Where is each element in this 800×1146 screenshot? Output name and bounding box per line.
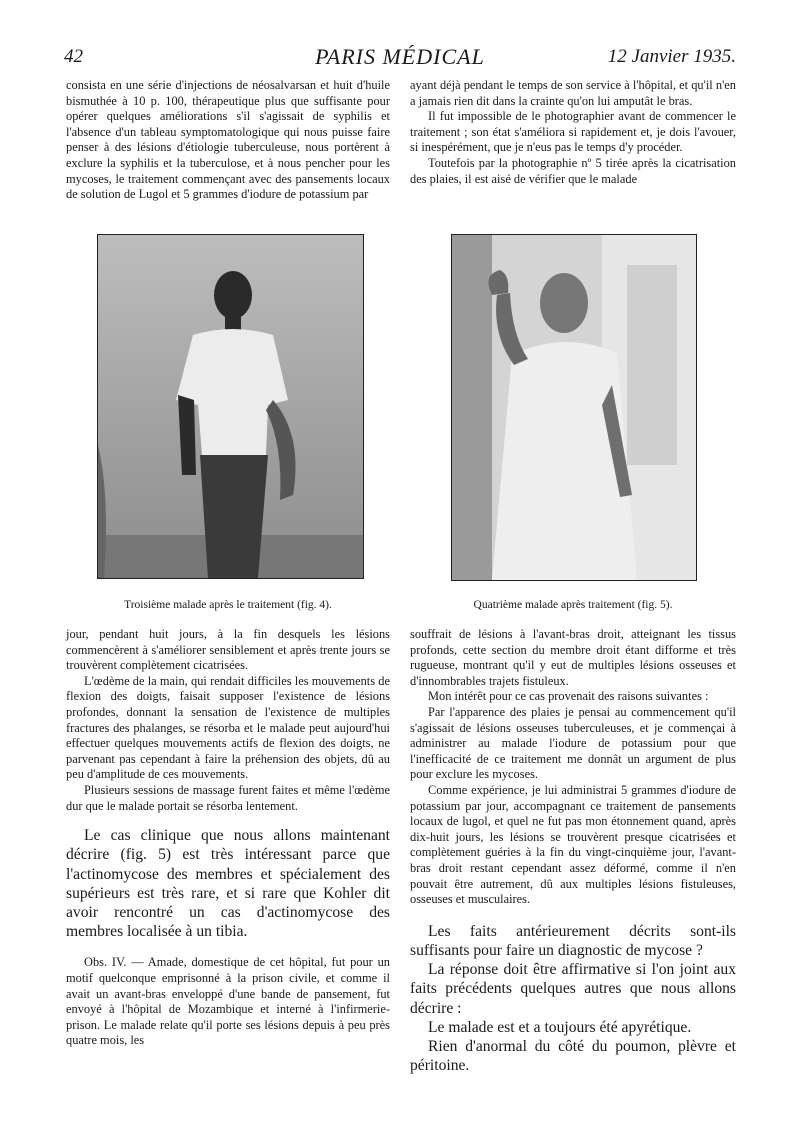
paragraph: Rien d'anormal du côté du poumon, plèvre et péritoine. — [410, 1037, 736, 1075]
page-header — [64, 44, 736, 72]
journal-title: PARIS MÉDICAL — [315, 44, 485, 69]
paragraph: consista en une série d'injections de néosalvarsan et huit d'huile bismuthée à 10 p. 100, thérapeutique plus que suffisante pour opérer quelques améliorations s'il s'agissait de syphilis et l'absence d'un tableau symptomatologique qui nous puisse faire penser à des lésions d'étiologie tuberculeuse, nous portèrent à exclure la syphilis et la tuberculose, et à nous pencher pour les mycoses, le traitement commençant avec des pansements locaux de solution de Lugol et 5 grammes d'iodure de potassium par — [66, 78, 390, 202]
page-number: 42 — [64, 46, 83, 67]
paragraph: Comme expérience, je lui administrai 5 grammes d'iodure de potassium par jour, accompagnant ce traitement de pansements locaux de lugol, et quel ne fut pas mon étonnement quand, après dix-huit jours, les lésions se trouvèrent presque cicatrisées et complètement guéries à la fin du vingt-cinquième jour, l'avant-bras droit restant cependant assez déformé, comme il n'en pouvait être autrement, dû aux multiples lésions fistuleuses, osseuses et musculaires. — [410, 782, 736, 907]
left-top-text — [66, 78, 390, 203]
paragraph: souffrait de lésions à l'avant-bras droit, atteignant les tissus profonds, cette section du membre droit étant difforme et très rugueuse, montrant qu'il y eut de multiples lésions osseuses et d'innombrables trajets fistuleux. — [410, 627, 736, 688]
paragraph: Les faits antérieurement décrits sont-ils suffisants pour faire un diagnostic de mycose ? — [410, 922, 736, 959]
paragraph: Il fut impossible de le photographier avant de commencer le traitement ; son état s'améliora si rapidement et, je dois l'avouer, si inespérément, que je n'eus pas le temps d'y procéder. — [410, 109, 736, 155]
observation-paragraph: Obs. IV. — Amade, domestique de cet hôpital, fut pour un motif quelconque emprisonné à la prison civile, et comme il avait un avant-bras enveloppé d'une bande de pansement, fut envoyé à l'hôpital de Mozambique et interné à l'infirmerie-prison. Le malade relate qu'il porte ses lésions depuis à peu près quatre mois, les — [66, 955, 390, 1048]
paragraph: Mon intérêt pour ce cas provenait des raisons suivantes : — [428, 689, 709, 704]
emphasis-text — [66, 826, 390, 941]
left-bottom-text — [66, 627, 390, 1049]
figure-caption-5: Quatrième malade après traitement (fig. 5). — [473, 599, 673, 611]
paragraph: ayant déjà pendant le temps de son service à l'hôpital, et qu'il n'en a jamais rien dit dans la crainte qu'on lui amputât le bras. — [410, 78, 736, 108]
figure-caption-4: Troisième malade après le traitement (fig. 4). — [124, 599, 332, 611]
paragraph: Le malade est et a toujours été apyrétique. — [428, 1018, 692, 1036]
photo-fig-4 — [97, 234, 364, 579]
paragraph: La réponse doit être affirmative si l'on joint aux faits précédents quelques autres que nous allons décrire : — [410, 961, 736, 1017]
right-top-text — [410, 78, 736, 187]
paragraph: Plusieurs sessions de massage furent faites et même l'œdème dur que le malade portait se résorba lentement. — [66, 782, 390, 813]
patient-photo-image — [452, 235, 696, 580]
right-bottom-text — [410, 627, 736, 1075]
photo-fig-5 — [451, 234, 697, 581]
paragraph: Toutefois par la photographie nº 5 tirée après la cicatrisation des plaies, il est aisé de vérifier que le malade — [410, 155, 736, 186]
paragraph: L'œdème de la main, qui rendait difficiles les mouvements de flexion des doigts, faisait supposer l'existence de lésions profondes, donnant la sensation de l'existence de multiples fractures des phalanges, se résorba et le malade peut aujourd'hui effectuer quelques mouvements actifs de flexion des doigts, ne parvenant pas cependant à faire la préhension des objets, dû au peu d'amplitude de ces mouvements. — [66, 673, 390, 782]
issue-date: 12 Janvier 1935. — [607, 46, 736, 67]
paragraph: jour, pendant huit jours, à la fin desquels les lésions commencèrent à s'améliorer sensiblement et après trente jours se trouvèrent complètement cicatrisées. — [66, 627, 390, 673]
paragraph: Le cas clinique que nous allons maintenant décrire (fig. 5) est très intéressant parce que l'actinomycose des membres et spécialement des supérieurs est très rare, et si rare que Kohler dit avoir rencontré un cas d'actinomycose des membres localisée à un tibia. — [66, 827, 390, 941]
patient-photo-image — [98, 235, 363, 578]
emphasis-text — [410, 922, 736, 1076]
paragraph: Par l'apparence des plaies je pensai au commencement qu'il s'agissait de lésions osseuses tuberculeuses, et je commençai à administrer au malade l'iodure de potassium pour que l'inefficacité de ce traitement me donnât un argument de plus pour exclure les mycoses. — [410, 704, 736, 782]
